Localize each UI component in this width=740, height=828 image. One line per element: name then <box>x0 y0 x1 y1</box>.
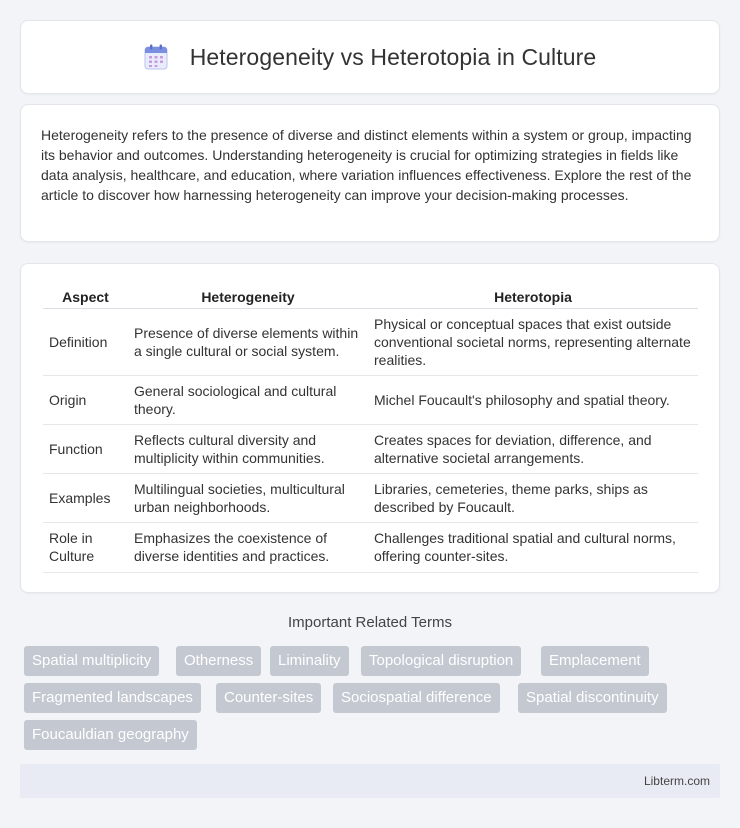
intro-card <box>20 104 720 242</box>
cell-heterogeneity: Reflects cultural diversity and multiplicity within communities. <box>128 424 368 473</box>
cell-aspect: Role in Culture <box>43 522 128 572</box>
table-row <box>43 375 698 424</box>
cell-heterogeneity: Multilingual societies, multicultural urban neighborhoods. <box>128 473 368 522</box>
footer <box>20 764 720 798</box>
tag-otherness[interactable]: Otherness <box>176 646 261 676</box>
header-aspect: Aspect <box>43 286 128 308</box>
cell-aspect: Examples <box>43 473 128 522</box>
header-heterotopia: Heterotopia <box>368 286 698 308</box>
related-terms-title: Important Related Terms <box>288 614 452 631</box>
cell-heterotopia: Michel Foucault's philosophy and spatial theory. <box>368 375 698 424</box>
cell-aspect: Function <box>43 424 128 473</box>
cell-heterotopia: Creates spaces for deviation, difference, and alternative societal arrangements. <box>368 424 698 473</box>
tag-foucauldian-geography[interactable]: Foucauldian geography <box>24 720 197 750</box>
cell-heterogeneity: Emphasizes the coexistence of diverse identities and practices. <box>128 522 368 572</box>
table-row <box>43 308 698 375</box>
tag-spatial-discontinuity[interactable]: Spatial discontinuity <box>518 683 667 713</box>
tag-topological-disruption[interactable]: Topological disruption <box>361 646 521 676</box>
cell-heterotopia: Challenges traditional spatial and cultural norms, offering counter-sites. <box>368 522 698 572</box>
footer-brand-link[interactable]: Libterm.com <box>643 774 710 788</box>
table-header-row <box>43 286 698 308</box>
table-row <box>43 473 698 522</box>
tag-spatial-multiplicity[interactable]: Spatial multiplicity <box>24 646 159 676</box>
tag-fragmented-landscapes[interactable]: Fragmented landscapes <box>24 683 201 713</box>
calendar-icon <box>144 44 168 70</box>
header-heterogeneity: Heterogeneity <box>128 286 368 308</box>
cell-aspect: Definition <box>43 308 128 375</box>
cell-heterogeneity: General sociological and cultural theory. <box>128 375 368 424</box>
tag-counter-sites[interactable]: Counter-sites <box>216 683 321 713</box>
tag-liminality[interactable]: Liminality <box>270 646 349 676</box>
tag-sociospatial-difference[interactable]: Sociospatial difference <box>333 683 500 713</box>
cell-heterogeneity: Presence of diverse elements within a single cultural or social system. <box>128 308 368 375</box>
table-row <box>43 522 698 572</box>
cell-aspect: Origin <box>43 375 128 424</box>
cell-heterotopia: Libraries, cemeteries, theme parks, ships as described by Foucault. <box>368 473 698 522</box>
comparison-card <box>20 263 720 593</box>
intro-text: Heterogeneity refers to the presence of diverse and distinct elements within a system or group, impacting its behavior and outcomes. Understanding heterogeneity is crucial for optimizing strategies in fields like data analysis, healthcare, and education, where variation influences effectiveness. Explore the rest of the article to discover how harnessing heterogeneity can improve your decision-making processes. <box>41 127 692 203</box>
page-title: Heterogeneity vs Heterotopia in Culture <box>189 43 597 70</box>
title-card <box>20 20 720 94</box>
table-row <box>43 424 698 473</box>
cell-heterotopia: Physical or conceptual spaces that exist outside conventional societal norms, representing alternate realities. <box>368 308 698 375</box>
comparison-table <box>43 286 698 573</box>
tag-emplacement[interactable]: Emplacement <box>541 646 649 676</box>
